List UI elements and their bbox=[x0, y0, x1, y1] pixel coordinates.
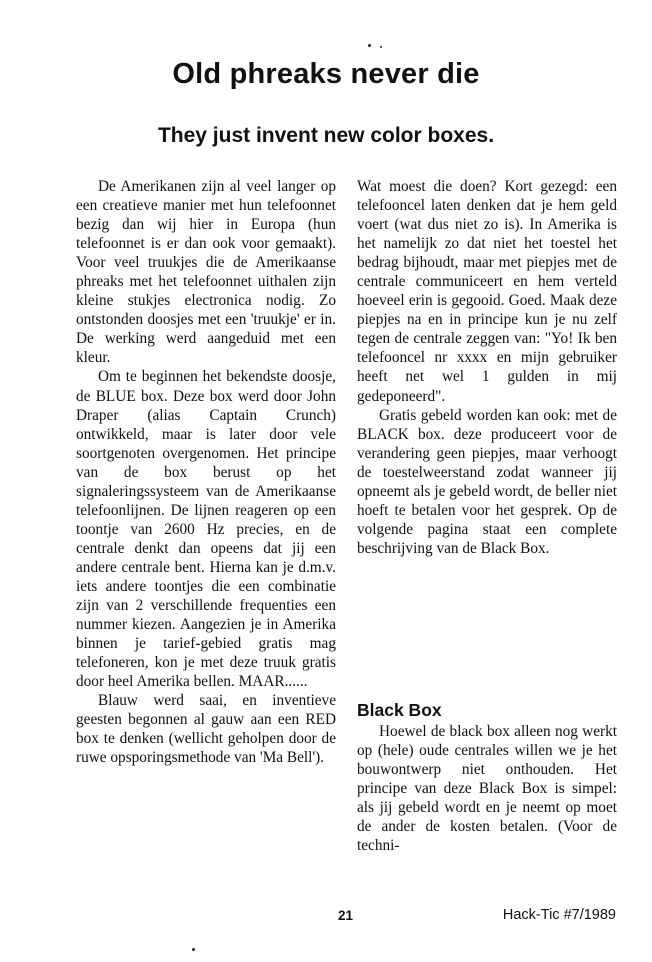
page-number: 21 bbox=[338, 908, 354, 923]
section-heading-black-box: Black Box bbox=[357, 700, 442, 720]
black-box-section bbox=[357, 722, 617, 855]
paragraph-blue-box: Om te beginnen het bekendste doosje, de BLUE box. Deze box werd door John Draper (alias Captain Crunch) ontwikkeld, maar is later door vele soortgenoten overgenomen. Het principe van de box berust op het signaleringssysteem van de Amerikaanse telefoonlijnen. De lijnen reageren op een toontje van 2600 Hz precies, en de centrale denkt dan opeens dat jij een andere centrale bent. Hierna kan je d.m.v. iets andere toontjes die een combinatie zijn van 2 verschillende frequenties een nummer kiezen. Aangezien je in Amerika binnen je tarief-gebied gratis mag telefoneren, kon je met deze truuk gratis door heel Amerika bellen. MAAR...... bbox=[76, 368, 336, 691]
left-column bbox=[76, 177, 336, 767]
paragraph-red-box-continued: Wat moest die doen? Kort gezegd: een telefooncel laten denken dat je hem geld voert (wat dus niet zo is). In Amerika is het namelijk zo dat niet het toestel het bedrag bijhoudt, maar met piepjes met de centrale communiceert en hem verteld hoeveel erin is gegooid. Goed. Maak deze piepjes na en in principe kun je nu zelf tegen de centrale zeggen van: "Yo! Ik ben telefooncel nr xxxx en mijn gebruiker heeft net wel 1 gulden in mij gedeponeerd". bbox=[357, 178, 617, 405]
paragraph-black-box-intro: Gratis gebeld worden kan ook: met de BLACK box. deze produceert voor de verandering geen piepjes, maar verhoogt de toestelweerstand zodat wanneer jij opneemt als je gebeld wordt, de beller niet hoeft te betalen voor het gesprek. Op de volgende pagina staat een complete beschrijving van de Black Box. bbox=[357, 406, 617, 557]
scan-speck bbox=[192, 948, 195, 951]
scan-speck bbox=[380, 46, 382, 48]
paragraph-black-box: Hoewel de black box alleen nog werkt op (hele) oude centrales willen we je het bouwontwerp niet onthouden. Het principe van deze Black Box is simpel: als jij gebeld wordt en je neemt op moet de ander de kosten betalen. (Voor de techni- bbox=[357, 723, 617, 855]
paragraph-red-box-start: Blauw werd saai, en inventieve geesten begonnen al gauw aan een RED box te denken (wellicht geholpen door de ruwe opsporingsmethode van 'Ma Bell'). bbox=[76, 692, 336, 767]
scan-speck bbox=[368, 44, 371, 47]
paragraph-intro: De Amerikanen zijn al veel langer op een creatieve manier met hun telefoonnet bezig dan wij hier in Europa (hun telefoonnet is er dan ook voor gemaakt). Voor veel truukjes die de Amerikaanse phreaks met het telefoonnet uithalen zijn kleine stukjes electronica nodig. Zo ontstonden doosjes met een 'truukje' er in. De werking werd aangeduid met een kleur. bbox=[76, 178, 336, 367]
right-column bbox=[357, 177, 617, 558]
article-title: Old phreaks never die bbox=[172, 58, 480, 90]
publication-footer: Hack-Tic #7/1989 bbox=[502, 907, 616, 923]
article-subtitle: They just invent new color boxes. bbox=[157, 124, 495, 147]
